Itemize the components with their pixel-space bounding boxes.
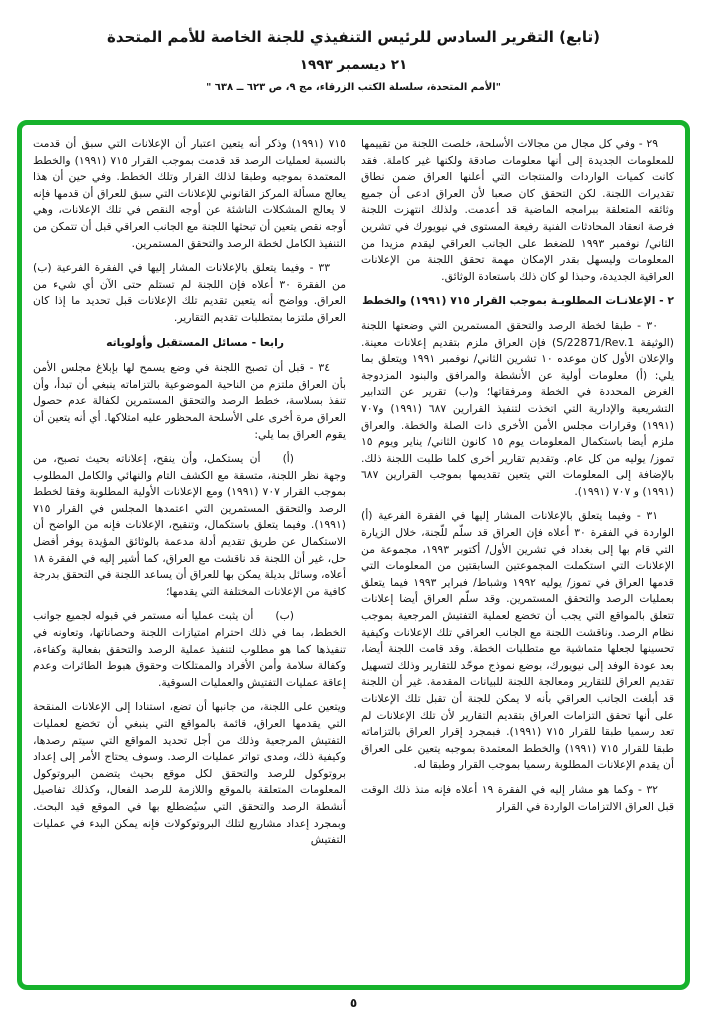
- column-first-right: [361, 136, 674, 977]
- source-citation: "الأمم المتحدة، سلسلة الكتب الزرقاء، مج ٩، ص ٦٢٣ ــ ٦٣٨ ": [206, 82, 501, 93]
- subparagraph-a-marker: (أ): [282, 452, 294, 466]
- two-column-layout: [33, 136, 674, 977]
- column-second-left: [33, 136, 346, 977]
- page-number: ٥: [349, 996, 358, 1010]
- report-title: (تابع) التقرير السادس للرئيس التنفيذي للجنة الخاصة للأمم المتحدة: [106, 28, 601, 46]
- paragraph-32: ٣٢ - وكما هو مشار إليه في الفقرة ١٩ أعلاه فإنه منذ ذلك الوقت قبل العراق الالتزامات الواردة في القرار: [361, 782, 674, 813]
- chapter-heading-future-issues: رابعا - مسائل المستقبل وأولوياته: [106, 335, 284, 349]
- paragraph-commission-duties: ويتعين على اللجنة، من جانبها أن تضع، استنادا إلى الإعلانات المنقحة التي يقدمها العراق، قائمة بالمواقع التي ينبغي أن تخضع لعمليات التفتيش المرجعية وذلك من أجل تحديد المواقع التي سيتم رصدها، وكيفية ذلك، ومدى تواتر عمليات الرصد. وسوف يحتاج الأمر إلى إعداد بروتوكول للرصد والتحقق لكل موقع بحيث يتضمن البروتوكول المعلومات المتعلقة بالموقع واللازمة للرصد الفعال، وكذلك تفاصيل أنشطة الرصد والتحقق التي سيُضطلع بها في الموقع قيد البحث. وبمجرد إعداد مشاريع لتلك البروتوكولات فإنه يمكن البدء في عمليات التفتيش: [33, 700, 346, 847]
- paragraph-33: ٣٣ - وفيما يتعلق بالإعلانات المشار إليها في الفقرة الفرعية (ب) من الفقرة ٣٠ أعلاه فإن اللجنة لم تستلم حتى الآن أي شيء من العراق. وواضح أنه يتعين تقديم تلك الإعلانات قبل تحديد ما إذا كان العراق ملتزما بمتطلبات تقديم التقارير.: [33, 261, 346, 324]
- subparagraph-a: [33, 451, 346, 600]
- green-border-frame: [17, 120, 690, 990]
- page-header: [0, 28, 707, 93]
- paragraph-31: ٣١ - وفيما يتعلق بالإعلانات المشار إليها في الفقرة الفرعية (أ) الواردة في الفقرة ٣٠ أعلاه فإن العراق قد سلّم للّجنة، خلال الزيارة التي قام بها إلى بغداد في تشرين الأول/ أكتوبر ١٩٩٣، مجموعة من الإعلانات التي استكملت المجموعتين السابقتين من المعلومات التي قدمها العراق في تموز/ يوليه ١٩٩٢ وشباط/ فبراير ١٩٩٣ فيما يتعلق بعمليات الرصد والتحقق المستمرين. وقد سلّم العراق أيضا إعلانات تتعلق بالمواقع التي يجب أن تخضع لعملية التفتيش المرجعية بموجب نظام الرصد. وناقشت اللجنة مع الجانب العراقي تلك الإعلانات وكيفية تحسينها لجعلها متماشية مع متطلبات الخطة. وقد قامت اللجنة أيضا، بعد عودة الوفد إلى نيويورك، بوضع نموذج موحّد للتقارير وذلك لتسهيل تقديم العراق للتقارير ومعالجة اللجنة للبيانات المقدمة. غير أن اللجنة قد أبلغت الجانب العراقي بأنه لا يمكن للجنة أن تقبل تلك الإعلانات على أنها تحقق التزامات العراق بتقديم التقارير لأن تلك الإعلانات لم تعد رسميا طبقا للقرار ٧١٥ (١٩٩١). فبمجرد إقرار العراق بالتزاماته طبقا للقرار ٧١٥ (١٩٩١) والخطط المعتمدة بموجبه يتعين على العراق أن يقدم الإعلانات المطلوبة رسميا بموجب القرار وطبقا له.: [361, 509, 675, 772]
- subparagraph-a-text: أن يستكمل، وأن ينقح، إعلاناته بحيث تصبح، من وجهة نظر اللجنة، متسقة مع الكشف التام والنهائي والكامل المطلوب بموجب القرار ٧٠٧ (١٩٩١) ومع الإعلانات الأولية المطلوبة وفقا لخطط الرصد والتحقق المستمرين التي اعتمدها المجلس في القرار ٧١٥ (١٩٩١). وفيما يتعلق باستكمال، وتنقيح، الإعلانات فإنه من الواضح أن الاستكمال عن طريق تقديم أدلة مدعمة بالوثائق المؤيدة يوفر أفضل حل، غير أن اللجنة قد ناقشت مع العراق، كما أشير إليه في الفقرة ١٨ أعلاه، وسائل بديلة يمكن بها للعراق أن يساعد اللجنة في التحقق بدرجة كافية من الإعلانات المختلفة التي يقدمها؛: [33, 452, 346, 598]
- paragraph-29: ٢٩ - وفي كل مجال من مجالات الأسلحة، خلصت اللجنة من تقييمها للمعلومات الجديدة إلى أنها معلومات صادقة ولكنها غير كاملة. فقد كانت كميات الواردات والمنتجات التي أعلنها العراق ضمن نطاق تقديرات اللجنة. لكن التحقق كان صعبا لأن العراق ادعى أن جميع وثائقه المتعلقة ببرامجه الماضية قد أعدمت. ولذلك انتهزت اللجنة فرصة انعقاد المحادثات الفنية رفيعة المستوى في نيويورك في تشرين الثاني/ نوفمبر ١٩٩٣ للضغط على الجانب العراقي ليقدم مزيدا من المعلومات وليسهل بقدر الإمكان مهمة تحقق اللجنة من الإعلانات العراقية الجديدة، وحبذا لو كان ذلك باستعادة الوثائق.: [361, 137, 674, 283]
- report-date: ٢١ ديسمبر ١٩٩٣: [299, 57, 408, 73]
- subparagraph-b-text: أن يثبت عمليا أنه مستمر في قبوله لجميع جوانب الخطط، بما في ذلك احترام امتيازات اللجنة وحصاناتها، وتعاونه في تنفيذها كما هو مطلوب لتنفيذ عملية الرصد والتحقق بفعالية وكفاءة، وكفالة سلامة وأمن الأفراد والممتلكات وحقوق هبوط الطائرات وعدم إعاقة عمليات التفتيش والعمليات السوقية.: [33, 609, 346, 689]
- subparagraph-b-marker: (ب): [275, 609, 294, 623]
- section-heading-declarations: ٢ - الإعلانـات المطلوبـة بموجب القرار ٧١٥ (١٩٩١) والخطط: [362, 294, 674, 308]
- paragraph-34: ٣٤ - قبل أن تصبح اللجنة في وضع يسمح لها بإبلاغ مجلس الأمن بأن العراق ملتزم من الناحية الموضوعية بالتزاماته ينبغي أن تبدأ، وأن تنفذ بسلاسة، خطط الرصد والتحقق المستمرين لكفالة عدم حصول العراق مرة أخرى على الأسلحة المحظور عليه امتلاكها. أي أنه يتعين أن يقوم العراق بما يلي:: [33, 361, 346, 441]
- paragraph-30: ٣٠ - طبقا لخطة الرصد والتحقق المستمرين التي وضعتها اللجنة (الوثيقة S/22871/Rev.1) فإن العراق ملزم بتقديم إعلانات معينة. والإعلان الأول كان موعده ١٠ تشرين الثاني/ نوفمبر ١٩٩١ ويتعلق بما يلي: (أ) معلومات أولية عن الأنشطة والمرافق والبنود المزدوجة الغرض المحددة في الخطة ومرفقاتها؛ و(ب) تقرير عن التدابير التشريعية والإدارية التي اتخذت لتنفيذ القرارين ٦٨٧ (١٩٩١) و٧٠٧ (١٩٩١) وقرارات مجلس الأمن الأخرى ذات الصلة والخطة. والعراق ملزم أيضا باستكمال المعلومات يوم ١٥ كانون الثاني/ يناير ويوم ١٥ تموز/ يوليه من كل عام. وتقديم تقارير أخرى كلما طلبت اللجنة ذلك. بالإضافة إلى المعلومات التي يتعين تقديمها بموجب القرارين ٦٨٧ (١٩٩١) و ٧٠٧ (١٩٩١).: [361, 318, 675, 498]
- subparagraph-b: [33, 608, 346, 691]
- paragraph-32-continuation: ٧١٥ (١٩٩١) وذكر أنه يتعين اعتبار أن الإعلانات التي سبق أن قدمت بالنسبة لعمليات الرصد قد قدمت بموجب القرار ٧١٥ (١٩٩١) والخطط المعتمدة بموجبه وطبقا لذلك القرار وتلك الخطط. وفي حين أن هذا يعالج مسألة المركز القانوني للإعلانات التي سبق للعراق أن قدمها فإنه لا يعالج المشكلات الناشئة عن أوجه النقص في تلك الإعلانات، وهي أوجه نقص يتعين أن تبحثها اللجنة مع الجانب العراقي قبل أن تتمكن من التنفيذ الكامل لخطة الرصد والتحقق المستمرين.: [33, 137, 346, 250]
